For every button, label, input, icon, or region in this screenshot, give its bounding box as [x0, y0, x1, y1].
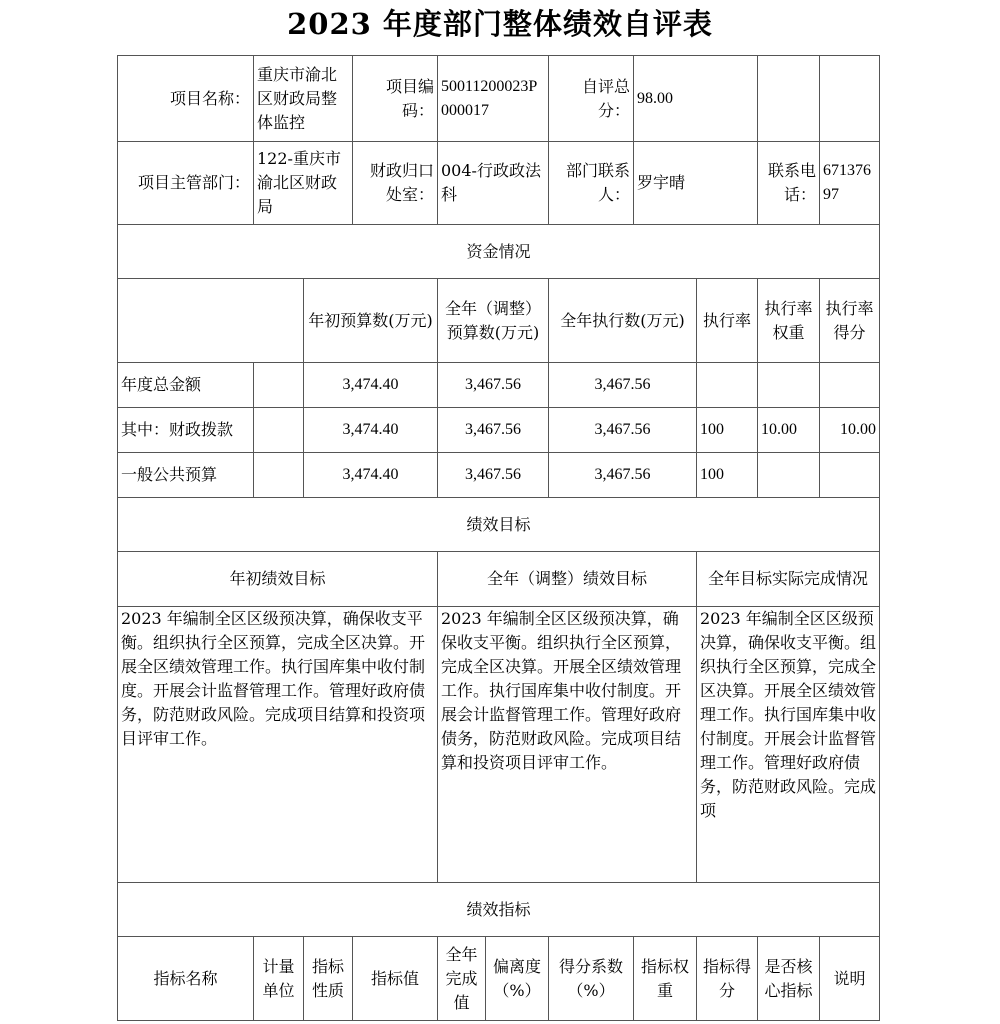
funds-adjusted: 3,467.56 [438, 453, 549, 498]
funds-initial: 3,474.40 [304, 363, 438, 408]
funds-rate: 100 [697, 453, 758, 498]
phone-value: 67137697 [820, 142, 880, 225]
indicator-header-value: 指标值 [353, 937, 438, 1021]
goals-content-row [118, 607, 880, 883]
funds-executed: 3,467.56 [549, 363, 697, 408]
funds-adjusted: 3,467.56 [438, 363, 549, 408]
goals-header-initial: 年初绩效目标 [118, 552, 438, 607]
empty-cell [254, 453, 304, 498]
funds-weight: 10.00 [758, 408, 820, 453]
funds-row-label: 一般公共预算 [118, 453, 254, 498]
self-score-value: 98.00 [634, 56, 758, 142]
indicator-header-coefficient: 得分系数（%） [549, 937, 634, 1021]
dept-label: 项目主管部门： [118, 142, 254, 225]
project-name-label: 项目名称： [118, 56, 254, 142]
funds-executed: 3,467.56 [549, 453, 697, 498]
evaluation-table [117, 55, 880, 1021]
document-title: 2023 年度部门整体绩效自评表 [287, 7, 713, 41]
funds-header-initial: 年初预算数(万元) [304, 279, 438, 363]
office-label: 财政归口处室： [353, 142, 438, 225]
funds-header-executed: 全年执行数(万元) [549, 279, 697, 363]
funds-weight [758, 453, 820, 498]
info-row-1 [118, 56, 880, 142]
empty-cell [254, 408, 304, 453]
indicator-header-name: 指标名称 [118, 937, 254, 1021]
funds-header-weight: 执行率权重 [758, 279, 820, 363]
funds-score: 10.00 [820, 408, 880, 453]
project-name-value: 重庆市渝北区财政局整体监控 [254, 56, 353, 142]
self-score-label: 自评总分： [549, 56, 634, 142]
office-value: 004-行政政法科 [438, 142, 549, 225]
funds-header-rate: 执行率 [697, 279, 758, 363]
funds-row [118, 453, 880, 498]
indicators-section-title: 绩效指标 [118, 883, 880, 937]
funds-section-row [118, 225, 880, 279]
indicators-header-row [118, 937, 880, 1021]
goals-initial-text: 2023 年编制全区区级预决算，确保收支平衡。组织执行全区预算，完成全区决算。开展全区绩效管理工作。执行国库集中收付制度。开展会计监督管理工作。管理好政府债务，防范财政风险。完成项目结算和投资项目评审工作。 [118, 607, 438, 883]
goals-section-row [118, 498, 880, 552]
contact-value: 罗宇晴 [634, 142, 758, 225]
funds-weight [758, 363, 820, 408]
indicator-header-nature: 指标性质 [304, 937, 353, 1021]
indicators-section-row [118, 883, 880, 937]
funds-section-title: 资金情况 [118, 225, 880, 279]
goals-header-row [118, 552, 880, 607]
goals-actual-text: 2023 年编制全区区级预决算，确保收支平衡。组织执行全区预算，完成全区决算。开展全区绩效管理工作。执行国库集中收付制度。开展会计监督管理工作。管理好政府债务，防范财政风险。完成项 [697, 607, 880, 883]
funds-row [118, 363, 880, 408]
dept-value: 122-重庆市渝北区财政局 [254, 142, 353, 225]
funds-score [820, 453, 880, 498]
info-row-2 [118, 142, 880, 225]
indicator-header-score: 指标得分 [697, 937, 758, 1021]
goals-section-title: 绩效目标 [118, 498, 880, 552]
funds-header-score: 执行率得分 [820, 279, 880, 363]
indicator-header-note: 说明 [820, 937, 880, 1021]
indicator-header-completed: 全年完成值 [438, 937, 486, 1021]
empty-cell [118, 279, 304, 363]
goals-adjusted-text: 2023 年编制全区区级预决算，确保收支平衡。组织执行全区预算，完成全区决算。开展全区绩效管理工作。执行国库集中收付制度。开展会计监督管理工作。管理好政府债务，防范财政风险。完成项目结算和投资项目评审工作。 [438, 607, 697, 883]
funds-initial: 3,474.40 [304, 408, 438, 453]
funds-row [118, 408, 880, 453]
empty-cell [758, 56, 820, 142]
indicator-header-deviation: 偏离度（%） [486, 937, 549, 1021]
indicator-header-core: 是否核心指标 [758, 937, 820, 1021]
goals-header-adjusted: 全年（调整）绩效目标 [438, 552, 697, 607]
empty-cell [820, 56, 880, 142]
project-code-label: 项目编码： [353, 56, 438, 142]
funds-initial: 3,474.40 [304, 453, 438, 498]
funds-row-label: 年度总金额 [118, 363, 254, 408]
project-code-value: 50011200023P000017 [438, 56, 549, 142]
indicator-header-unit: 计量单位 [254, 937, 304, 1021]
funds-executed: 3,467.56 [549, 408, 697, 453]
empty-cell [254, 363, 304, 408]
funds-rate [697, 363, 758, 408]
contact-label: 部门联系人： [549, 142, 634, 225]
goals-header-actual: 全年目标实际完成情况 [697, 552, 880, 607]
funds-row-label: 其中：财政拨款 [118, 408, 254, 453]
funds-adjusted: 3,467.56 [438, 408, 549, 453]
funds-header-row [118, 279, 880, 363]
funds-rate: 100 [697, 408, 758, 453]
phone-label: 联系电话： [758, 142, 820, 225]
indicator-header-weight: 指标权重 [634, 937, 697, 1021]
funds-header-adjusted: 全年（调整）预算数(万元) [438, 279, 549, 363]
funds-score [820, 363, 880, 408]
